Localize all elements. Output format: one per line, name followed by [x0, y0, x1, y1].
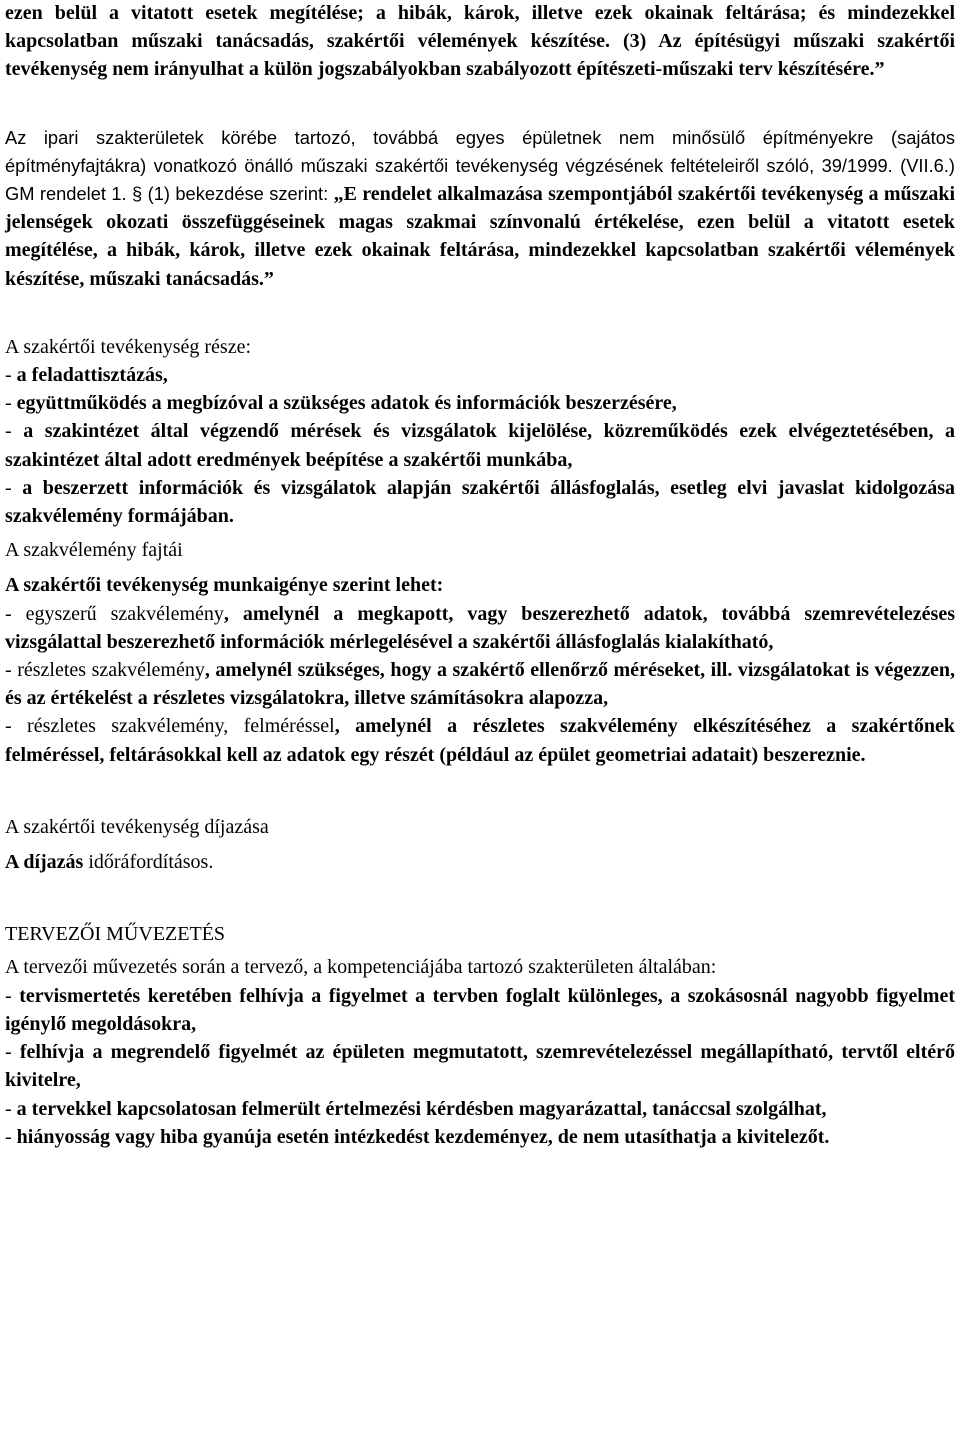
section-heading: A szakvélemény fajtái — [5, 539, 183, 562]
list-item: - hiányosság vagy hiba gyanúja esetén intézkedést kezdeményez, de nem utasíthatja a kivitelezőt. — [5, 1125, 830, 1148]
section-dijazas — [5, 813, 955, 876]
section-heading: A szakértői tevékenység része: — [5, 335, 252, 358]
section-tervezoi-muvezetes — [5, 920, 955, 1151]
section-szakertoi-tevekenyseg-resze — [5, 333, 955, 530]
section-heading: TERVEZŐI MŰVEZETÉS — [5, 923, 226, 946]
paragraph-gm-rendelet — [5, 124, 955, 293]
list-item: - a szakintézet által végzendő mérések és vizsgálatok kijelölése, közreműködés ezek elvégeztetésében, a szakintézet által adott eredmények beépítése a szakértői munkába, — [5, 420, 955, 471]
section-intro: A tervezői művezetés során a tervező, a kompetenciájába tartozó szakterületen általában: — [5, 956, 717, 979]
section-subheading: A szakértői tevékenység munkaigénye szerint lehet: — [5, 574, 444, 597]
section-heading: A szakértői tevékenység díjazása — [5, 815, 269, 838]
spacer — [5, 876, 955, 920]
spacer — [5, 84, 955, 124]
paragraph-text: ezen belül a vitatott esetek megítélése; a hibák, károk, illetve ezek okainak feltárása; és mindezekkel kapcsolatban műszaki tanácsadás, szakértői vélemények készítése. (3) Az építésügyi műszaki szakértői tevékenység nem irányulhat a külön jogszabályokban szabályozott építészeti-műszaki terv készítésére.” — [5, 2, 955, 81]
paragraph-quote-text: „E rendelet alkalmazása szempontjából szakértői tevékenység a műszaki jelenségek okozati összefüggéseinek magas szakmai színvonalú értékelése, ezen belül a vitatott esetek megítélése, a hibák, károk, illetve ezek okainak feltárása, mindezekkel kapcsolatban szakértői vélemények készítése, műszaki tanácsadás.” — [5, 183, 956, 290]
document-page — [5, 0, 955, 1151]
paragraph-intro-continuation — [5, 0, 955, 84]
list-item: - részletes szakvélemény, amelynél szükséges, hogy a szakértő ellenőrző méréseket, ill. vizsgálatokat is végezzen, és az értékelést a részletes vizsgálatokra, illetve számításokra alapozza, — [5, 659, 955, 710]
list-item: - részletes szakvélemény, felméréssel, amelynél a részletes szakvélemény elkészítéséhez a szakértőnek felméréssel, feltárásokkal kell az adatok egy részét (például az épület geometriai adatait) beszereznie. — [5, 715, 955, 766]
list-item: - tervismertetés keretében felhívja a figyelmet a tervben foglalt különleges, a szokásosnál nagyobb figyelmet igénylő megoldásokra, — [5, 984, 955, 1035]
spacer — [5, 293, 955, 333]
section-szakvelemeny-fajtai — [5, 536, 955, 769]
list-item: - a beszerzett információk és vizsgálatok alapján szakértői állásfoglalás, esetleg elvi javaslat kidolgozása szakvélemény formájában. — [5, 476, 955, 528]
dijazas-text: A díjazás időráfordításos. — [5, 851, 214, 874]
paragraph-intro-text: Az ipari szakterületek körébe tartozó, továbbá egyes épületnek nem minősülő építményekre (sajátos építményfajtákra) vonatkozó önálló műszaki szakértői tevékenység végzésének feltételeiről szóló, 39/1999. (VII.6.) GM rendelet 1. § (1) bekezdése szerint: — [5, 126, 955, 205]
list-item: - a tervekkel kapcsolatosan felmerült értelmezési kérdésben magyarázattal, tanáccsal szolgálhat, — [5, 1097, 827, 1120]
list-item: - egyszerű szakvélemény, amelynél a megkapott, vagy beszerezhető adatok, továbbá szemrevételezéses vizsgálattal beszerezhető információk mérlegelésével a szakértői állásfoglalás kialakítható, — [5, 602, 955, 653]
spacer — [5, 769, 955, 813]
list-item: - felhívja a megrendelő figyelmét az épületen megmutatott, szemrevételezéssel megállapítható, tervtől eltérő kivitelre, — [5, 1041, 955, 1092]
list-item: - a feladattisztázás, — [5, 364, 168, 387]
list-item: - együttműködés a megbízóval a szükséges adatok és információk beszerzésére, — [5, 392, 677, 415]
